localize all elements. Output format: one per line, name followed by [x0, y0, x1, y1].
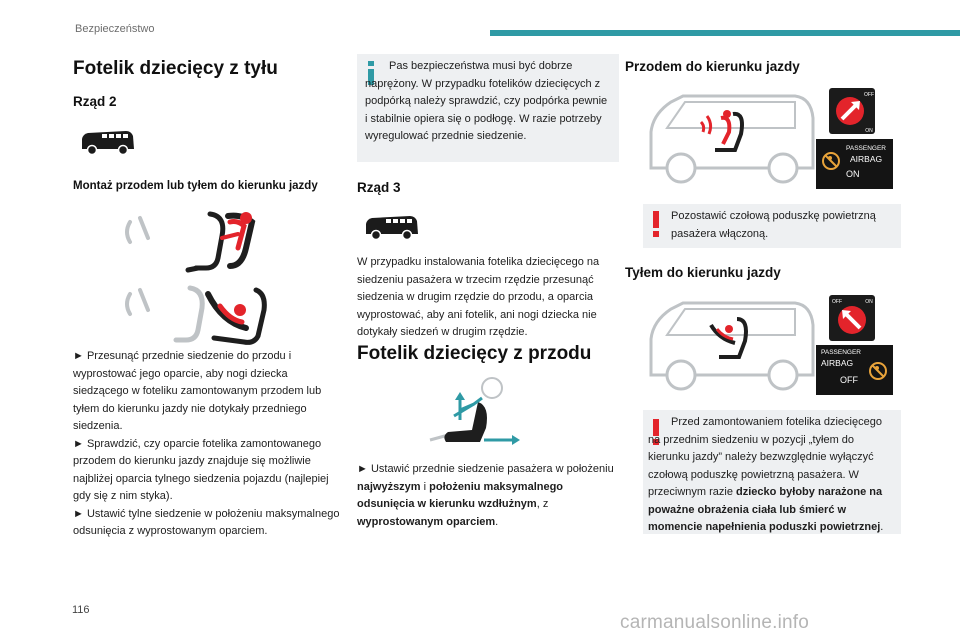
rear-facing-seat-illustration [118, 280, 278, 348]
airbag-state-on: ON [846, 169, 860, 179]
instruction-item: ► Przesunąć przednie siedzenie do przodu i wyprostować jego oparcie, aby nogi dziecka siedzącego w foteliku zamontowanym przodem lub tyłem do kierunku jazdy nie dotykały przedniego siedzenia. [73, 350, 322, 432]
section-label: Bezpieczeństwo [75, 23, 155, 35]
airbag-label-line1: PASSENGER [821, 349, 861, 356]
instruction-item: ► Sprawdzić, czy oparcie fotelika zamontowanego przodem do kierunku jazdy znajduje się możliwie najbliżej oparcia tylnego siedzenia pojazdu (najlepiej gdy się z nim styka). [73, 437, 329, 502]
warning-text: Przed zamontowaniem fotelika dziecięcego na przednim siedzeniu w pozycji „tyłem do kierunku jazdy” należy bezwzględnie wyłączyć czołową poduszkę powietrzną pasażera. W przeciwnym razie dziecko byłoby narażone na poważne obrażenia ciała lub śmierć w momencie napełnienia poduszki powietrznej. [648, 416, 884, 533]
airbag-label-line2: AIRBAG [821, 358, 854, 368]
header-accent-bar [490, 30, 960, 36]
car-rear-facing-illustration [645, 295, 815, 395]
front-child-seat-title: Fotelik dziecięcy z przodu [357, 343, 592, 364]
car-forward-facing-illustration [645, 88, 815, 188]
van-icon [78, 127, 136, 157]
mount-heading: Montaż przodem lub tyłem do kierunku jazdy [73, 180, 318, 192]
airbag-crossed-icon [821, 151, 841, 171]
seat-adjust-illustration [424, 376, 524, 452]
passenger-airbag-off-indicator [816, 345, 893, 395]
info-box [357, 54, 619, 162]
forward-facing-heading: Przodem do kierunku jazdy [625, 59, 800, 74]
forward-facing-seat-illustration [118, 208, 278, 276]
warning-box [643, 410, 901, 534]
warning-box [643, 204, 901, 248]
row2-instructions [73, 348, 341, 541]
van-icon [362, 212, 420, 242]
front-seat-instruction: ► Ustawić przednie siedzenie pasażera w położeniu najwyższym i położeniu maksymalnego odsunięcia w kierunku wzdłużnym, z wyprostowanym oparciem. [357, 463, 614, 528]
passenger-airbag-on-indicator [816, 139, 893, 189]
warning-text: Pozostawić czołową poduszkę powietrzną pasażera włączoną. [671, 210, 876, 240]
switch-off-label: OFF [832, 299, 842, 305]
airbag-state-off: OFF [840, 375, 858, 385]
airbag-label-line1: PASSENGER [846, 145, 886, 152]
row3-heading: Rząd 3 [357, 180, 401, 195]
airbag-key-switch-off-icon [829, 295, 875, 341]
page-number: 116 [72, 604, 90, 616]
row2-heading: Rząd 2 [73, 94, 117, 109]
rear-facing-heading: Tyłem do kierunku jazdy [625, 265, 781, 280]
row3-text: W przypadku instalowania fotelika dziecięcego na siedzeniu pasażera w trzecim rzędzie przesunąć siedzenia w drugim rzędzie do przodu, a oparcia wyprostować, aby ani fotelik, ani nogi dziecka nie dotykały siedzeń w drugim rzędzie. [357, 256, 600, 338]
switch-on-label: ON [865, 128, 873, 134]
info-text: Pas bezpieczeństwa musi być dobrze naprężony. W przypadku fotelików dziecięcych z podpórką należy sprawdzić, czy podpórka pewnie i stabilnie opiera się o podłogę. W razie potrzeby wyregulować przednie siedzenie. [365, 60, 608, 142]
instruction-item: ► Ustawić tylne siedzenie w położeniu maksymalnego odsunięcia z wyprostowanym oparciem. [73, 507, 340, 537]
warning-icon [652, 211, 660, 237]
switch-off-label: OFF [864, 92, 874, 98]
airbag-crossed-icon [868, 361, 888, 381]
switch-on-label: ON [865, 299, 873, 305]
watermark: carmanualsonline.info [620, 612, 810, 633]
rear-child-seat-title: Fotelik dziecięcy z tyłu [73, 58, 278, 79]
airbag-key-switch-on-icon [829, 88, 875, 134]
airbag-label-line2: AIRBAG [850, 154, 883, 164]
